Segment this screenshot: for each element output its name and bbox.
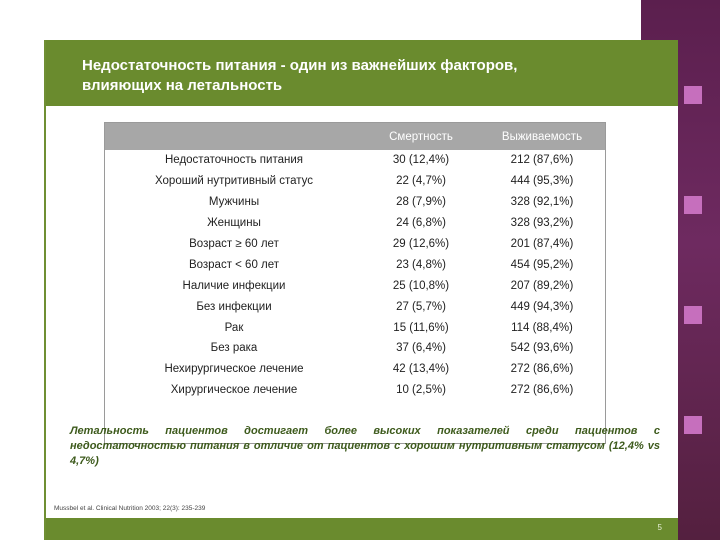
citation-text: Mussbel et al. Clinical Nutrition 2003; 22(3): 235-239 [54,505,206,512]
row-label: Хороший нутритивный статус [154,175,314,188]
row-label: Возраст < 60 лет [188,258,280,271]
mortality-cell: 25 (10,8%) [392,279,450,292]
table-row [105,317,605,338]
mortality-cell: 10 (2,5%) [396,384,446,397]
table-row [105,359,605,380]
header-empty [105,123,363,150]
survival-cell: 114 (88,4%) [511,321,573,334]
table-row [105,192,605,213]
page-number: 5 [657,523,662,532]
mortality-table [104,122,606,444]
row-label: Возраст ≥ 60 лет [189,238,279,250]
table-row [105,275,605,296]
table-row [105,150,605,171]
survival-cell: 201 (87,4%) [510,238,574,250]
slide-title [82,56,642,96]
table-row [105,380,605,401]
mortality-cell: 23 (4,8%) [396,258,446,271]
survival-cell: 272 (86,6%) [510,363,574,376]
survival-cell: 542 (93,6%) [510,342,574,355]
table-row [105,213,605,234]
row-label: Женщины [207,217,261,230]
decor-square [684,416,702,434]
table-row [105,254,605,275]
row-label: Хирургическое лечение [170,384,298,397]
mortality-cell: 30 (12,4%) [392,154,450,167]
slide [44,40,678,540]
footer-bar [46,518,678,540]
decor-square [684,306,702,324]
mortality-cell: 29 (12,6%) [392,238,450,250]
survival-cell: 328 (92,1%) [510,196,574,209]
row-label: Рак [224,321,244,334]
slide-title-line-2: влияющих на летальность [82,77,283,94]
mortality-cell: 42 (13,4%) [392,363,450,376]
mortality-cell: 15 (11,6%) [393,321,449,334]
row-label: Недостаточность питания [165,154,303,167]
mortality-cell: 22 (4,7%) [396,175,446,188]
title-bar [46,40,678,106]
mortality-cell: 27 (5,7%) [396,300,446,313]
survival-cell: 207 (89,2%) [510,279,574,292]
slide-title-line-1: Недостаточность питания - один из важнейших факторов, [82,57,518,74]
survival-cell: 212 (87,6%) [510,154,574,167]
row-label: Нехирургическое лечение [164,363,304,376]
mortality-cell: 37 (6,4%) [396,342,446,355]
survival-cell: 272 (86,6%) [510,384,574,397]
row-label: Мужчины [208,196,260,209]
table-header-row [105,123,605,150]
table-row [105,296,605,317]
decor-square [684,196,702,214]
decor-square [684,86,702,104]
survival-cell: 454 (95,2%) [510,258,574,271]
row-label: Без инфекции [196,300,272,313]
table-row [105,234,605,255]
row-label: Наличие инфекции [182,279,286,292]
header-survival: Выживаемость [479,123,605,150]
table-row [105,338,605,359]
mortality-cell: 24 (6,8%) [396,217,446,230]
survival-cell: 449 (94,3%) [510,300,574,313]
header-mortality: Смертность [363,123,479,150]
survival-cell: 444 (95,3%) [510,175,574,188]
table-row [105,171,605,192]
conclusion-text: Летальность пациентов достигает более высоких показателей среди пациентов с недостаточностью питания в отличие от пациентов с хорошим нутритивным статусом (12,4% vs 4,7%) [70,425,660,467]
survival-cell: 328 (93,2%) [510,217,574,230]
mortality-cell: 28 (7,9%) [396,196,446,209]
row-label: Без рака [210,342,258,355]
